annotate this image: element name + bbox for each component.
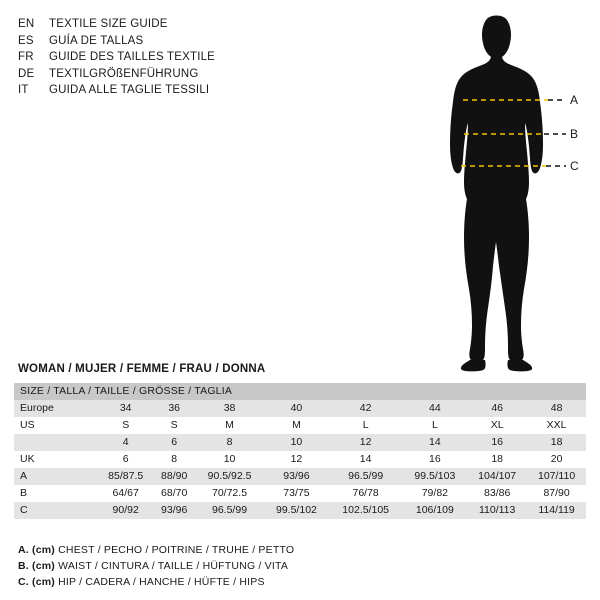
legend-text-a: CHEST / PECHO / POITRINE / TRUHE / PETTO [58, 544, 295, 556]
row-label: C [14, 502, 98, 519]
language-code-en: EN [18, 18, 35, 30]
legend-key-b: B. (cm) [18, 560, 55, 572]
cell: 76/78 [329, 485, 403, 502]
cell: 110/113 [467, 502, 527, 519]
size-table [14, 383, 586, 519]
cell: 79/82 [403, 485, 468, 502]
cell: 18 [527, 434, 586, 451]
marker-label-b: B [570, 127, 579, 141]
table-row [14, 417, 586, 434]
cell: XL [467, 417, 527, 434]
legend-row-a [18, 542, 578, 558]
row-label: Europe [14, 400, 98, 417]
cell: 104/107 [467, 468, 527, 485]
silhouette-icon [450, 16, 543, 372]
cell: 96.5/99 [195, 502, 264, 519]
cell: 12 [264, 451, 329, 468]
cell: L [403, 417, 468, 434]
cell: 88/90 [153, 468, 195, 485]
female-silhouette-figure [420, 8, 590, 373]
table-row [14, 451, 586, 468]
cell: 106/109 [403, 502, 468, 519]
cell: 68/70 [153, 485, 195, 502]
cell: M [195, 417, 264, 434]
marker-label-a: A [570, 93, 579, 107]
legend-text-c: HIP / CADERA / HANCHE / HÜFTE / HIPS [58, 576, 265, 588]
cell: M [264, 417, 329, 434]
row-label: B [14, 485, 98, 502]
cell: 90/92 [98, 502, 153, 519]
cell: 34 [98, 400, 153, 417]
cell: 36 [153, 400, 195, 417]
language-code-it: IT [18, 84, 29, 96]
cell: S [153, 417, 195, 434]
cell: 16 [403, 451, 468, 468]
cell: 44 [403, 400, 468, 417]
row-label: UK [14, 451, 98, 468]
table-header-row [14, 383, 586, 400]
language-row-en [18, 16, 328, 33]
language-row-es [18, 33, 328, 50]
cell: 93/96 [264, 468, 329, 485]
cell: 70/72.5 [195, 485, 264, 502]
legend-key-c: C. (cm) [18, 576, 55, 588]
cell: 8 [195, 434, 264, 451]
cell: 10 [264, 434, 329, 451]
language-row-it [18, 82, 328, 99]
cell: 90.5/92.5 [195, 468, 264, 485]
language-text-es: GUÍA DE TALLAS [49, 34, 144, 47]
cell: 73/75 [264, 485, 329, 502]
language-code-es: ES [18, 34, 34, 47]
cell: 12 [329, 434, 403, 451]
language-text-en: TEXTILE SIZE GUIDE [49, 18, 168, 30]
cell: 10 [195, 451, 264, 468]
cell: 83/86 [467, 485, 527, 502]
table-row [14, 400, 586, 417]
cell: 40 [264, 400, 329, 417]
row-label [14, 434, 98, 451]
cell: XXL [527, 417, 586, 434]
cell: 16 [467, 434, 527, 451]
table-header-cell: SIZE / TALLA / TAILLE / GRÖSSE / TAGLIA [14, 383, 586, 400]
cell: 20 [527, 451, 586, 468]
cell: 14 [329, 451, 403, 468]
cell: 64/67 [98, 485, 153, 502]
language-text-fr: GUIDE DES TAILLES TEXTILE [49, 51, 216, 63]
marker-label-c: C [570, 159, 579, 173]
cell: S [98, 417, 153, 434]
cell: 48 [527, 400, 586, 417]
cell: 114/119 [527, 502, 586, 519]
row-label: US [14, 417, 98, 434]
cell: 18 [467, 451, 527, 468]
cell: 85/87.5 [98, 468, 153, 485]
cell: 8 [153, 451, 195, 468]
cell: 99.5/103 [403, 468, 468, 485]
cell: 38 [195, 400, 264, 417]
cell: 93/96 [153, 502, 195, 519]
table-row [14, 502, 586, 519]
cell: 14 [403, 434, 468, 451]
language-code-fr: FR [18, 51, 34, 63]
legend-row-b [18, 558, 578, 574]
cell: 6 [98, 451, 153, 468]
legend-text-b: WAIST / CINTURA / TAILLE / HÜFTUNG / VITA [58, 560, 289, 572]
language-row-de [18, 66, 328, 83]
table-row [14, 485, 586, 502]
language-text-de: TEXTILGRÖßENFÜHRUNG [49, 67, 199, 80]
table-row [14, 434, 586, 451]
row-label: A [14, 468, 98, 485]
cell: 46 [467, 400, 527, 417]
language-row-fr [18, 49, 328, 66]
language-text-it: GUIDA ALLE TAGLIE TESSILI [49, 84, 210, 96]
cell: 102.5/105 [329, 502, 403, 519]
cell: 87/90 [527, 485, 586, 502]
cell: 99.5/102 [264, 502, 329, 519]
legend-row-c [18, 574, 578, 590]
language-code-de: DE [18, 67, 35, 80]
cell: L [329, 417, 403, 434]
language-list [18, 16, 328, 99]
section-label-woman: WOMAN / MUJER / FEMME / FRAU / DONNA [18, 363, 266, 375]
table-row [14, 468, 586, 485]
measurement-legend [18, 542, 578, 590]
cell: 107/110 [527, 468, 586, 485]
cell: 4 [98, 434, 153, 451]
cell: 42 [329, 400, 403, 417]
cell: 96.5/99 [329, 468, 403, 485]
legend-key-a: A. (cm) [18, 544, 55, 556]
cell: 6 [153, 434, 195, 451]
